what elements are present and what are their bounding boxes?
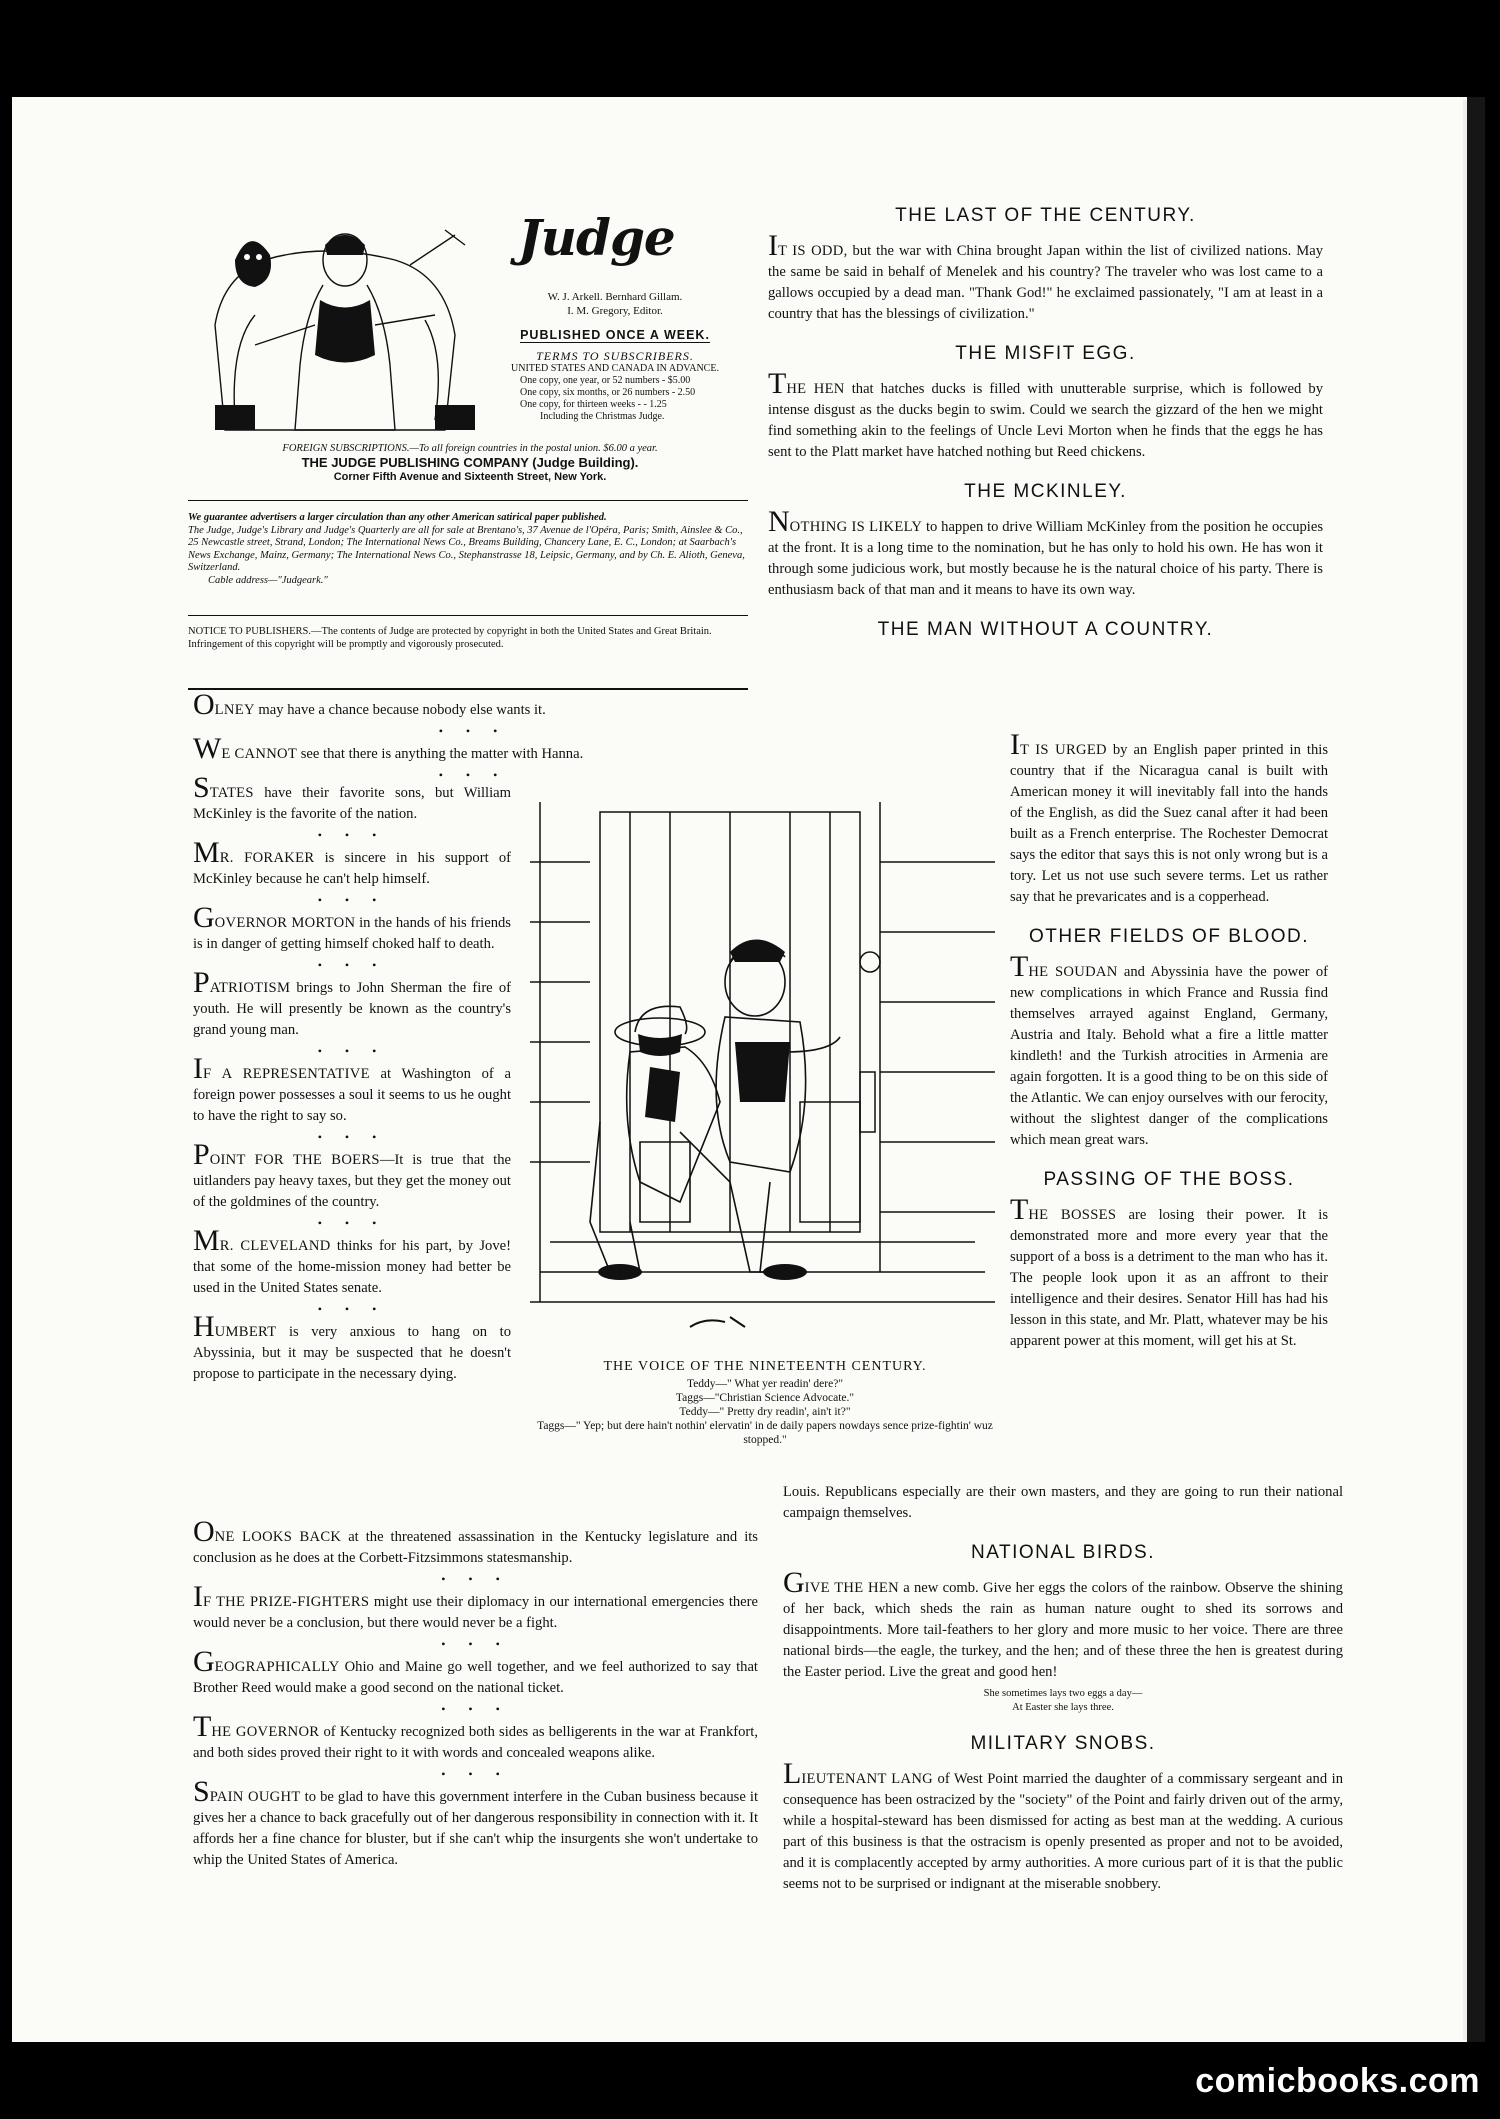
item-mckinley: NOTHING IS LIKELY to happen to drive William McKinley from the position he occupies at the front. It is a long time to the nomination, but he has only to hold his own. He has won it through some judicious work, but mostly because he is the natural choice of his party. There is enthusiasm back of that man and it means to have its own way. [768, 505, 1323, 598]
item-last-century: IT IS ODD, but the war with China brought Japan within the list of civilized nations. May the same be said in behalf of Menelek and his country? The traveler who was lost came to a gallows occupied by a dead man. "Thank God!" he exclaimed passionately, "I am at least in a country that has the blessings of civilization." [768, 229, 1323, 322]
separator: • • • [441, 1572, 510, 1586]
item-governor-kentucky: THE GOVERNOR of Kentucky recognized both sides as belligerents in the war at Frankfort, and both sides proved their right to it with words and concealed weapons alike. [193, 1710, 759, 1761]
terms-sub: UNITED STATES AND CANADA IN ADVANCE. [511, 363, 719, 374]
right-column-narrow [1010, 728, 1328, 1356]
item-spain: SPAIN OUGHT to be glad to have this government interfere in the Cuban business because it gives her a chance to back gracefully out of her dangerous responsibility in connection with it. It affords her a fine chance for bluster, but if she can't whip the insurgents she won't undertake to whip the United States of America. [193, 1775, 758, 1868]
heading-mckinley: THE MCKINLEY. [964, 481, 1127, 502]
separator: • • • [317, 893, 387, 907]
verse-line-1: She sometimes lays two eggs a day— [983, 1688, 1143, 1699]
item-fields-of-blood: THE SOUDAN and Abyssinia have the power of new complications in which France and Russia find themselves arrayed against England, Germany, Austria and Italy. Behold what a fire a little matter kindleth! and the Turkish atrocities in Armenia are again forgotten. It is a good thing to be on this side of the Atlantic. We can enjoy ourselves with our ferocity, without the slightest danger of the complications which mean great wars. [1010, 950, 1328, 1148]
left-column-bottom [193, 1515, 759, 1875]
binding-shadow [1467, 97, 1485, 2042]
item-representative: IF A REPRESENTATIVE at Washington of a foreign power possesses a soul it seems to us he ought to have the right to say so. [193, 1052, 511, 1124]
cartoon-title: THE VOICE OF THE NINETEENTH CENTURY. [603, 1359, 927, 1374]
left-column-top [193, 688, 753, 783]
heading-national-birds: NATIONAL BIRDS. [970, 1542, 1156, 1563]
separator: • • • [438, 768, 508, 782]
rate-3: One copy, for thirteen weeks - - 1.25 [520, 399, 667, 410]
right-column-bottom [783, 1482, 1343, 1899]
separator: • • • [317, 1130, 387, 1144]
heading-man-without-country: THE MAN WITHOUT A COUNTRY. [877, 619, 1214, 640]
caption-line-1: Teddy—" What yer readin' dere?" [686, 1378, 844, 1390]
item-boers: POINT FOR THE BOERS—It is true that the uitlanders pay heavy taxes, but they get the money out of the goldmines of the country. [193, 1138, 511, 1210]
left-column-narrow [193, 771, 511, 1389]
masthead-illustration [195, 205, 495, 440]
item-foraker: MR. FORAKER is sincere in his support of McKinley because he can't help himself. [193, 836, 511, 887]
company-name: THE JUDGE PUBLISHING COMPANY (Judge Building). [301, 455, 639, 470]
item-patriotism: PATRIOTISM brings to John Sherman the fire of youth. He will presently be known as the country's grand young man. [193, 966, 511, 1038]
masthead-footer [190, 442, 750, 484]
foreign-subscriptions: FOREIGN SUBSCRIPTIONS.—To all foreign countries in the postal union. $6.00 a year. [282, 443, 658, 454]
separator: • • • [317, 1302, 387, 1316]
staff-line-1: W. J. Arkell. Bernhard Gillam. [547, 291, 683, 303]
separator: • • • [317, 1044, 387, 1058]
cable-address: Cable address—"Judgeark." [208, 574, 328, 586]
item-geographically: GEOGRAPHICALLY Ohio and Maine go well together, and we feel authorized to say that Brother Reed would make a good second on the national ticket. [193, 1645, 758, 1696]
rate-1: One copy, one year, or 52 numbers - $5.00 [520, 375, 691, 386]
divider [188, 615, 748, 616]
divider [188, 500, 748, 501]
rates-list [520, 375, 750, 423]
staff-line-2: I. M. Gregory, Editor. [567, 305, 663, 317]
caption-line-2: Taggs—"Christian Science Advocate." [675, 1392, 855, 1404]
item-man-without-country: IT IS URGED by an English paper printed in this country that if the Nicaragua canal is built with American money it will inevitably fall into the hands of the English, as did the Suez canal after it had been built as a French enterprise. The Rochester Democrat says the editor that says this is not only wrong but is a tory. Let us not use such severe terms. Let us rather say that he prevaricates and is a copperhead. [1010, 728, 1328, 905]
item-morton: GOVERNOR MORTON in the hands of his friends is in danger of getting himself choked half to death. [193, 901, 511, 952]
cartoon-illustration [530, 802, 995, 1342]
heading-military-snobs: MILITARY SNOBS. [970, 1733, 1156, 1754]
judge-logo: Judge [518, 208, 675, 267]
item-cleveland: MR. CLEVELAND thinks for his part, by Jove! that some of the home-mission money had better be used in the United States senate. [193, 1224, 511, 1296]
separator: • • • [317, 958, 387, 972]
item-prize-fighters: IF THE PRIZE-FIGHTERS might use their diplomacy in our international emergencies there would never be a conclusion, but there would never be a fight. [193, 1580, 759, 1631]
company-address: Corner Fifth Avenue and Sixteenth Street, New York. [333, 471, 607, 483]
caption-line-4: Taggs—" Yep; but dere hain't nothin' elervatin' in de daily papers nowdays sence prize-fightin' wuz stopped." [537, 1420, 993, 1446]
heading-passing-boss: PASSING OF THE BOSS. [1043, 1169, 1295, 1190]
item-looks-back: ONE LOOKS BACK at the threatened assassination in the Kentucky legislature and its conclusion as he does at the Corbett-Fitzsimmons statesmanship. [193, 1515, 758, 1566]
heading-last-century: THE LAST OF THE CENTURY. [895, 205, 1196, 226]
item-hanna: WE CANNOT see that there is anything the matter with Hanna. [193, 732, 584, 765]
separator: • • • [317, 1216, 387, 1230]
rate-4: Including the Christmas Judge. [540, 411, 665, 422]
published-weekly: PUBLISHED ONCE A WEEK. [520, 328, 710, 342]
item-olney: OLNEY may have a chance because nobody else wants it. [193, 688, 546, 721]
item-military-snobs: LIEUTENANT LANG of West Point married the daughter of a commissary sergeant and in consequence has been ostracized by the "society" of the Point and fairly driven out of the army, while a hospital-steward has been dismissed for acting as best man at the wedding. A curious part of this business is that the ostracism is openly presented as proper and not to be avoided, and it is complacently accepted by army authorities. A more curious part of it is that the public seems not to be surprised or indignant at the miserable snobbery. [783, 1757, 1343, 1892]
hen-verse [783, 1687, 1343, 1715]
library-text: The Judge, Judge's Library and Judge's Quarterly are all for sale at Brentano's, 37 Avenue de l'Opéra, Paris; Smith, Ainslee & Co., 25 Newcastle street, Strand, London; The International News Co., Breams Building, Chancery Lane, E. C., London; at Saarbach's News Exchange, Mainz, Germany; The International News Co., Stephanstrasse 18, Leipsic, Germany, and by Ch. E. Alioth, Geneva, Switzerland. [188, 524, 745, 573]
right-column-top [768, 195, 1323, 650]
rate-2: One copy, six months, or 26 numbers - 2.50 [520, 387, 696, 398]
terms-title: TERMS TO SUBSCRIBERS. [536, 349, 694, 363]
heading-misfit-egg: THE MISFIT EGG. [955, 343, 1136, 364]
advertiser-notice [188, 512, 748, 587]
cartoon-caption [530, 1360, 1000, 1447]
item-states: STATES have their favorite sons, but William McKinley is the favorite of the nation. [193, 771, 511, 822]
item-humbert: HUMBERT is very anxious to hang on to Abyssinia, but it may be suspected that he doesn't propose to participate in the necessary dying. [193, 1310, 511, 1382]
separator: • • • [317, 828, 387, 842]
heading-fields-of-blood: OTHER FIELDS OF BLOOD. [1028, 926, 1310, 947]
caption-line-3: Teddy—" Pretty dry readin', ain't it?" [679, 1406, 851, 1418]
item-misfit-egg: THE HEN that hatches ducks is filled with unutterable surprise, which is followed by intense disgust as the ducks begin to swim. Could we search the gizzard of the hen we might find something akin to the feelings of Uncle Levi Morton when he finds that the eggs he has sent to the Platt market have hatched nothing but Reed chickens. [768, 367, 1323, 460]
verse-line-2: At Easter she lays three. [1012, 1702, 1114, 1713]
separator: • • • [438, 724, 508, 738]
separator: • • • [441, 1767, 510, 1781]
item-passing-boss: THE BOSSES are losing their power. It is demonstrated more and more every year that the support of a boss is a detriment to the man who has it. The people look upon it as an affront to their intelligence and their desires. Senator Hill has had his lesson in this state, and Mr. Platt, whatever may be his apparent power at this moment, will get his at St. [1010, 1193, 1328, 1349]
separator: • • • [441, 1637, 510, 1651]
masthead-info [480, 290, 750, 423]
watermark: comicbooks.com [1195, 2062, 1480, 2100]
divider [188, 688, 748, 690]
separator: • • • [441, 1702, 510, 1716]
publishers-notice: NOTICE TO PUBLISHERS.—The contents of Judge are protected by copyright in both the United States and Great Britain. Infringement of this copyright will be promptly and vigorously prosecuted. [188, 626, 712, 650]
item-national-birds: GIVE THE HEN a new comb. Give her eggs the colors of the rainbow. Observe the shining of her back, which sheds the rain as human nature ought to shed its sorrows and disappointments. More tail-feathers to her glory and more music to her voice. There are three national birds—the eagle, the turkey, and the hen; and of these three the hen is greatest during the Easter period. Live the great and good hen! [783, 1566, 1343, 1680]
guarantee-text: We guarantee advertisers a larger circulation than any other American satirical paper published. [188, 512, 607, 523]
item-passing-boss-continued: Louis. Republicans especially are their own masters, and they are going to run their national campaign themselves. [783, 1484, 1343, 1521]
